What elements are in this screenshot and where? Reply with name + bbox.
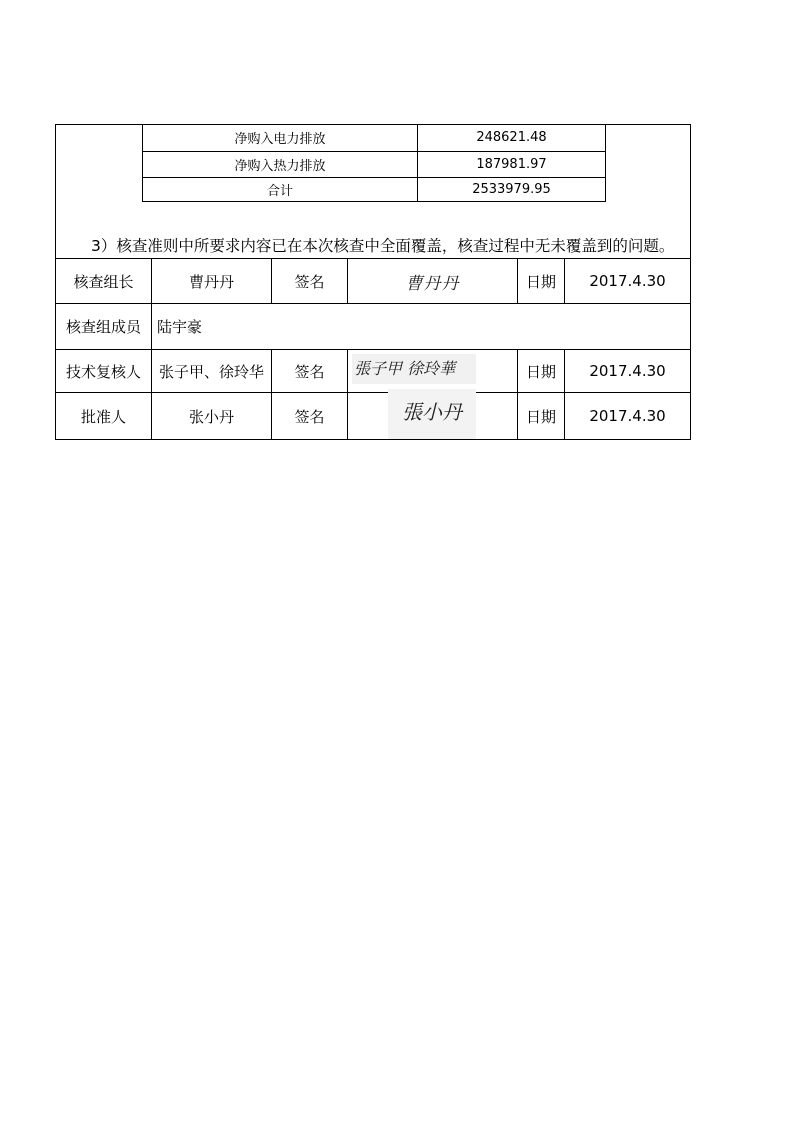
members-role: 核查组成员: [56, 304, 152, 350]
approver-date: 2017.4.30: [565, 393, 691, 440]
reviewer-sign-label: 签名: [272, 350, 348, 393]
signoff-table: [55, 258, 691, 440]
approver-date-label: 日期: [518, 393, 565, 440]
table-row: [143, 152, 606, 178]
coverage-note: 3）核查准则中所要求内容已在本次核查中全面覆盖，核查过程中无未覆盖到的问题。: [91, 237, 675, 255]
leader-sign-label: 签名: [272, 259, 348, 304]
reviewer-row: [56, 350, 691, 393]
leader-name: 曹丹丹: [152, 259, 272, 304]
leader-row: [56, 259, 691, 304]
total-label: 合计: [143, 178, 418, 202]
total-value: 2533979.95: [418, 178, 606, 202]
approver-sign-label: 签名: [272, 393, 348, 440]
members-names: 陆宇豪: [152, 304, 691, 350]
approver-name: 张小丹: [152, 393, 272, 440]
approver-row: [56, 393, 691, 440]
approver-role: 批准人: [56, 393, 152, 440]
row-value: 187981.97: [418, 152, 606, 178]
table-row-total: [143, 178, 606, 202]
emissions-table: [142, 124, 606, 202]
row-value: 248621.48: [418, 124, 606, 152]
row-label: 净购入热力排放: [143, 152, 418, 178]
table-row: [143, 124, 606, 152]
leader-role: 核查组长: [56, 259, 152, 304]
leader-date: 2017.4.30: [565, 259, 691, 304]
leader-date-label: 日期: [518, 259, 565, 304]
approver-signature: 張小丹: [388, 389, 476, 439]
reviewer-name: 张子甲、徐玲华: [152, 350, 272, 393]
reviewer-date-label: 日期: [518, 350, 565, 393]
reviewer-date: 2017.4.30: [565, 350, 691, 393]
reviewer-role: 技术复核人: [56, 350, 152, 393]
reviewer-signature: 張子甲 徐玲華: [352, 354, 476, 384]
leader-signature: 曹丹丹: [405, 273, 460, 294]
leader-signature-cell: [348, 259, 518, 304]
members-row: [56, 304, 691, 350]
approver-signature-cell: [348, 393, 518, 440]
row-label: 净购入电力排放: [143, 124, 418, 152]
reviewer-signature-cell: [348, 350, 518, 393]
